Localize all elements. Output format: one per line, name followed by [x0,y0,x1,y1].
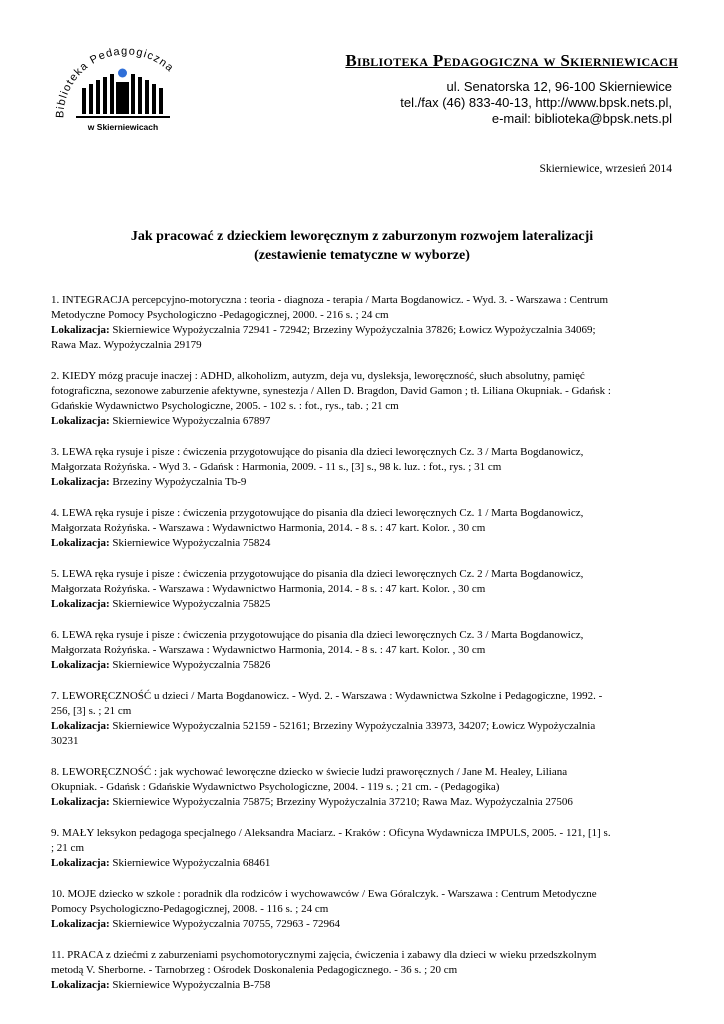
location-label: Lokalizacja: [51,979,110,991]
entry-description-line: Pomocy Psychologiczno-Pedagogicznej, 2008. - 116 s. ; 24 cm [51,903,329,915]
bibliography-entry [51,765,673,810]
entry-description-line: Małgorzata Rożyńska. - Warszawa : Wydawnictwo Harmonia, 2014. - 8 s. : 47 kart. Kolor. , 30 cm [51,583,486,595]
location-value: Rawa Maz. Wypożyczalnia 29179 [51,339,202,351]
document-date: Skierniewice, wrzesień 2014 [539,163,672,175]
location-label: Lokalizacja: [51,598,110,610]
entry-description-line: 1. INTEGRACJA percepcyjno-motoryczna : teoria - diagnoza - terapia / Marta Bogdanowicz. - Wyd. 3. - Warszawa : Centrum [51,294,609,306]
entry-location-line [51,597,673,612]
location-label: Lokalizacja: [51,324,110,336]
entry-description-line: 3. LEWA ręka rysuje i pisze : ćwiczenia przygotowujące do pisania dla dzieci leworęcznych Cz. 3 / Marta Bogdanowicz, [51,446,584,458]
logo-bottom-text: w Skierniewicach [87,122,159,132]
bibliography-entry [51,293,673,353]
location-label: Lokalizacja: [51,857,110,869]
document-subtitle-line: (zestawienie tematyczne w wyborze) [254,248,470,263]
bibliography-entry [51,628,673,673]
location-value: Skierniewice Wypożyczalnia 70755, 72963 - 72964 [109,918,341,930]
location-value: 30231 [51,735,79,747]
location-label: Lokalizacja: [51,476,110,488]
entry-description-line: 9. MAŁY leksykon pedagoga specjalnego / Aleksandra Maciarz. - Kraków : Oficyna Wydawnicza IMPULS, 2005. - 121, [1] s. [51,827,611,839]
entry-location-line [51,323,673,338]
bibliography-entry [51,369,673,429]
document-title-line: Jak pracować z dzieckiem leworęcznym z zaburzonym rozwojem lateralizacji [130,229,594,244]
entry-description-line: fotograficzna, sezonowe zaburzenie afektywne, synestezja / Allen D. Bragdon, David Gamon ; tł. Liliana Okupniak. - Gdańsk : [51,385,611,397]
entry-description-line: Okupniak. - Gdańsk : Gdańskie Wydawnictwo Psychologiczne, 2004. - 119 s. ; 21 cm. - (Pedagogika) [51,781,500,793]
bibliography-entry [51,445,673,490]
bibliography-entry [51,506,673,551]
entry-description-line: Małgorzata Rożyńska. - Warszawa : Wydawnictwo Harmonia, 2014. - 8 s. : 47 kart. Kolor. , 30 cm [51,522,486,534]
location-value: Skierniewice Wypożyczalnia 75825 [109,598,271,610]
entry-location-line [51,719,673,734]
entry-description-line: 6. LEWA ręka rysuje i pisze : ćwiczenia przygotowujące do pisania dla dzieci leworęcznych Cz. 3 / Marta Bogdanowicz, [51,629,584,641]
entry-location-line [51,536,673,551]
document-title [40,227,684,265]
location-value: Skierniewice Wypożyczalnia 75826 [109,659,271,671]
entry-description-line: Metodyczne Pomocy Psychologiczno -Pedagogicznej, 2000. - 216 s. ; 24 cm [51,309,389,321]
location-label: Lokalizacja: [51,537,110,549]
entry-location-line [51,978,673,993]
location-value: Skierniewice Wypożyczalnia 72941 - 72942; Brzeziny Wypożyczalnia 37826; Łowicz Wypożyczalnia 34069; [109,324,596,336]
reader-head-icon [118,69,127,78]
entry-description-line: 2. KIEDY mózg pracuje inaczej : ADHD, alkoholizm, autyzm, deja vu, dysleksja, leworęczność, słuch absolutny, pamięć [51,370,585,382]
location-value: Skierniewice Wypożyczalnia 52159 - 52161; Brzeziny Wypożyczalnia 33973, 34207; Łowicz Wypożyczalnia [109,720,596,732]
library-address: ul. Senatorska 12, 96-100 Skierniewice [446,79,672,94]
logo-arc-text: Biblioteka Pedagogiczna [54,45,177,119]
location-label: Lokalizacja: [51,659,110,671]
location-label: Lokalizacja: [51,918,110,930]
location-value: Skierniewice Wypożyczalnia 75824 [109,537,271,549]
entry-description-line: Małgorzata Rożyńska. - Wyd 3. - Gdańsk : Harmonia, 2009. - 11 s., [3] s., 98 k. luz. : fot., rys. ; 31 cm [51,461,502,473]
library-name-heading: Biblioteka Pedagogiczna w Skierniewicach [345,51,678,70]
bibliography-entry [51,567,673,612]
entry-description-line: 5. LEWA ręka rysuje i pisze : ćwiczenia przygotowujące do pisania dla dzieci leworęcznych Cz. 2 / Marta Bogdanowicz, [51,568,584,580]
entry-description-line: metodą V. Sherborne. - Tarnobrzeg : Ośrodek Doskonalenia Pedagogicznego. - 36 s. ; 20 cm [51,964,458,976]
entry-location-line [51,658,673,673]
entry-description-line: 4. LEWA ręka rysuje i pisze : ćwiczenia przygotowujące do pisania dla dzieci leworęcznych Cz. 1 / Marta Bogdanowicz, [51,507,584,519]
bibliography-entry [51,689,673,749]
entry-description-line: 10. MOJE dziecko w szkole : poradnik dla rodziców i wychowawców / Ewa Góralczyk. - Warszawa : Centrum Metodyczne [51,888,597,900]
bibliography-entry [51,887,673,932]
entry-location-line [51,917,673,932]
entry-description-line: Gdańskie Wydawnictwo Psychologiczne, 2005. - 102 s. : fot., rys., tab. ; 21 cm [51,400,399,412]
location-label: Lokalizacja: [51,796,110,808]
entry-description-line: 11. PRACA z dziećmi z zaburzeniami psychomotorycznymi zajęcia, ćwiczenia i zabawy dla dzieci w wieku przedszkolnym [51,949,597,961]
entry-location-line [51,475,673,490]
entry-location-line [51,856,673,871]
library-phone-web: tel./fax (46) 833-40-13, http://www.bpsk.nets.pl, [400,95,672,110]
library-logo [46,38,202,138]
entry-location-line [51,414,673,429]
entry-description-line: ; 21 cm [51,842,84,854]
entry-location-line [51,338,673,353]
location-value: Skierniewice Wypożyczalnia 68461 [109,857,271,869]
logo-divider [76,116,170,118]
entry-location-line [51,734,673,749]
location-value: Brzeziny Wypożyczalnia Tb-9 [109,476,247,488]
entry-description-line: Małgorzata Rożyńska. - Warszawa : Wydawnictwo Harmonia, 2014. - 8 s. : 47 kart. Kolor. , 30 cm [51,644,486,656]
bibliography-list [51,293,673,1009]
entry-description-line: 8. LEWORĘCZNOŚĆ : jak wychować leworęczne dziecko w świecie ludzi praworęcznych / Jane M. Healey, Liliana [51,766,568,778]
location-value: Skierniewice Wypożyczalnia B-758 [109,979,271,991]
bookshelf-icon [82,74,163,114]
bibliography-entry [51,826,673,871]
entry-location-line [51,795,673,810]
entry-description-line: 256, [3] s. ; 21 cm [51,705,132,717]
entry-description-line: 7. LEWORĘCZNOŚĆ u dzieci / Marta Bogdanowicz. - Wyd. 2. - Warszawa : Wydawnictwa Szkolne i Pedagogiczne, 1992. - [51,690,603,702]
location-value: Skierniewice Wypożyczalnia 67897 [109,415,271,427]
location-value: Skierniewice Wypożyczalnia 75875; Brzeziny Wypożyczalnia 37210; Rawa Maz. Wypożyczalnia 27506 [109,796,573,808]
location-label: Lokalizacja: [51,415,110,427]
location-label: Lokalizacja: [51,720,110,732]
bibliography-entry [51,948,673,993]
library-email: e-mail: biblioteka@bpsk.nets.pl [491,111,672,126]
